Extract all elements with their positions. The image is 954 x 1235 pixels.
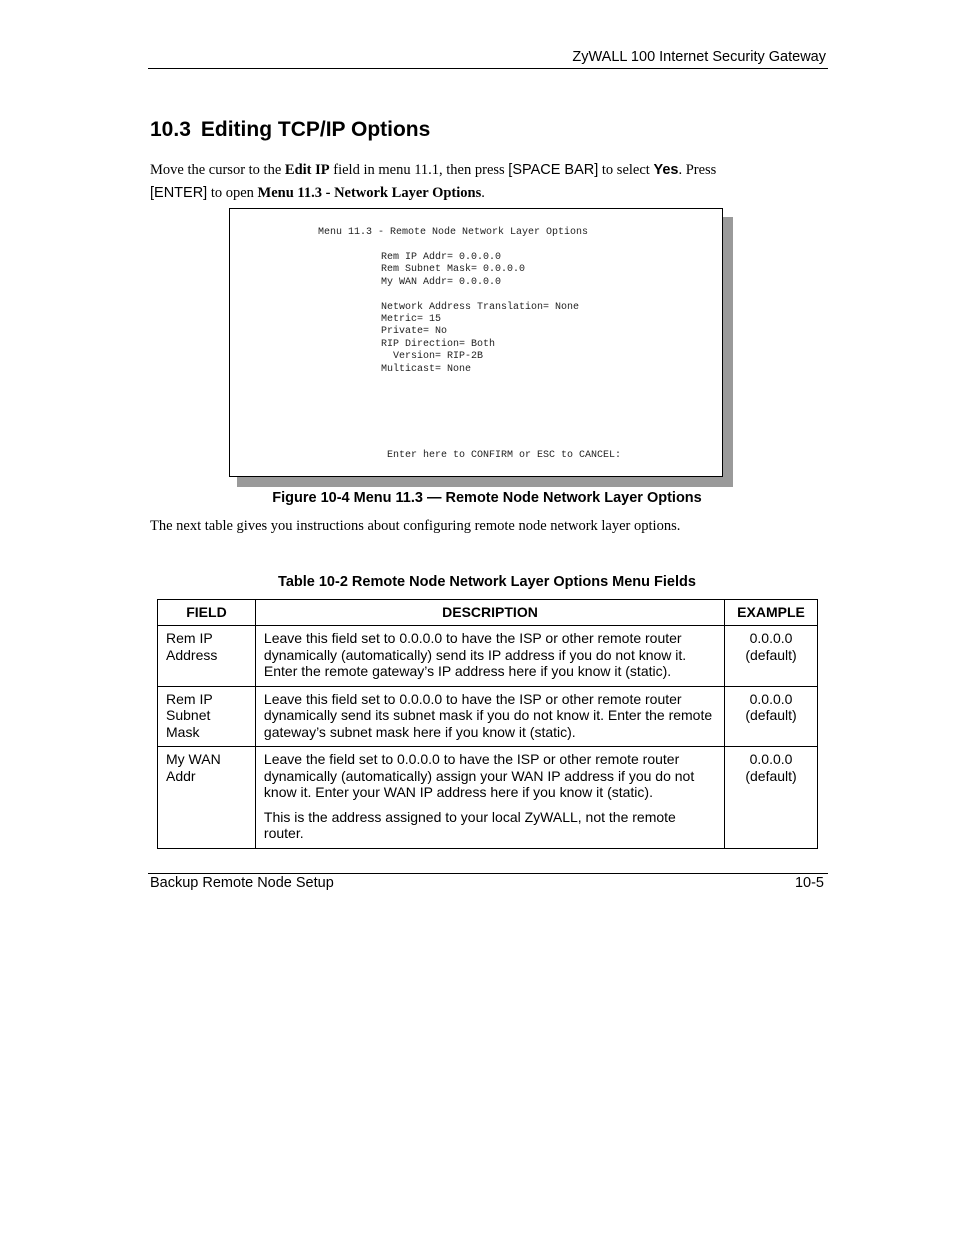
footer-chapter: Backup Remote Node Setup xyxy=(150,875,334,891)
field-cell: Rem IP Subnet Mask xyxy=(158,686,256,747)
description-cell xyxy=(255,747,724,849)
header-example: EXAMPLE xyxy=(725,600,818,626)
version-field: Version= RIP-2B xyxy=(393,351,484,363)
footer-divider xyxy=(148,873,828,874)
header-title: ZyWALL 100 Internet Security Gateway xyxy=(572,49,826,65)
description-note: This is the address assigned to your local ZyWALL, not the remote router. xyxy=(263,808,676,841)
menu-name-term: Menu 11.3 - Network Layer Options xyxy=(257,185,482,201)
edit-ip-term: Edit IP xyxy=(284,162,330,178)
intro-text: to select xyxy=(598,162,654,178)
figure-caption: Figure 10-4 Menu 11.3 — Remote Node Network Layer Options xyxy=(272,490,702,506)
nat-field: Network Address Translation= None xyxy=(381,301,580,313)
menu-fields xyxy=(381,252,579,376)
rem-ip-addr-field: Rem IP Addr= 0.0.0.0 xyxy=(381,252,502,263)
menu-title: Menu 11.3 - Remote Node Network Layer Options xyxy=(318,227,589,238)
yes-term: Yes xyxy=(653,162,679,178)
table-row xyxy=(158,747,818,849)
intro-paragraph xyxy=(150,159,810,205)
description-cell: Leave this field set to 0.0.0.0 to have the ISP or other remote router dynamically (automatically) send its IP address if you do not know it. Enter the remote gateway’s IP address here if you know it (static). xyxy=(255,626,724,687)
field-cell: My WAN Addr xyxy=(158,747,256,849)
example-cell: 0.0.0.0 (default) xyxy=(725,747,818,849)
description-cell: Leave this field set to 0.0.0.0 to have the ISP or other remote router dynamically send its subnet mask if you do not know it. Enter the remote gateway’s subnet mask here if you know it (static). xyxy=(255,686,724,747)
table-header-row xyxy=(158,600,818,626)
section-number: 10.3 xyxy=(150,118,191,141)
table-caption: Table 10-2 Remote Node Network Layer Options Menu Fields xyxy=(278,574,696,590)
fields-table xyxy=(157,599,818,849)
page-number: 10-5 xyxy=(794,875,824,891)
rip-direction-field: RIP Direction= Both xyxy=(381,338,496,350)
intro-text: . xyxy=(481,185,485,201)
description-text: Leave the field set to 0.0.0.0 to have the ISP or other remote router dynamically (automatically) assign your WAN IP address if you do not know it. Enter your WAN IP address here if you know it (static). xyxy=(263,751,695,800)
rem-subnet-mask-field: Rem Subnet Mask= 0.0.0.0 xyxy=(381,264,526,276)
space-bar-key: [SPACE BAR] xyxy=(508,162,599,178)
enter-key: [ENTER] xyxy=(150,185,208,201)
header-field: FIELD xyxy=(158,600,256,626)
table-row xyxy=(158,686,818,747)
metric-field: Metric= 15 xyxy=(381,314,442,326)
header-divider xyxy=(148,68,828,69)
example-cell: 0.0.0.0 (default) xyxy=(725,626,818,687)
terminal-screen xyxy=(229,208,723,477)
intro-text: field in menu 11.1, then press xyxy=(329,162,509,178)
private-field: Private= No xyxy=(381,326,448,338)
field-cell: Rem IP Address xyxy=(158,626,256,687)
my-wan-addr-field: My WAN Addr= 0.0.0.0 xyxy=(381,276,502,288)
section-heading xyxy=(150,118,430,142)
intro-text: Move the cursor to the xyxy=(150,162,285,178)
confirm-prompt: Enter here to CONFIRM or ESC to CANCEL: xyxy=(387,450,622,461)
intro-text: to open xyxy=(207,185,258,201)
header-description: DESCRIPTION xyxy=(255,600,724,626)
section-title: Editing TCP/IP Options xyxy=(200,118,431,141)
table-row xyxy=(158,626,818,687)
body-paragraph: The next table gives you instructions about configuring remote node network layer options. xyxy=(150,518,681,534)
example-cell: 0.0.0.0 (default) xyxy=(725,686,818,747)
multicast-field: Multicast= None xyxy=(381,363,472,375)
intro-text: . Press xyxy=(678,162,717,178)
